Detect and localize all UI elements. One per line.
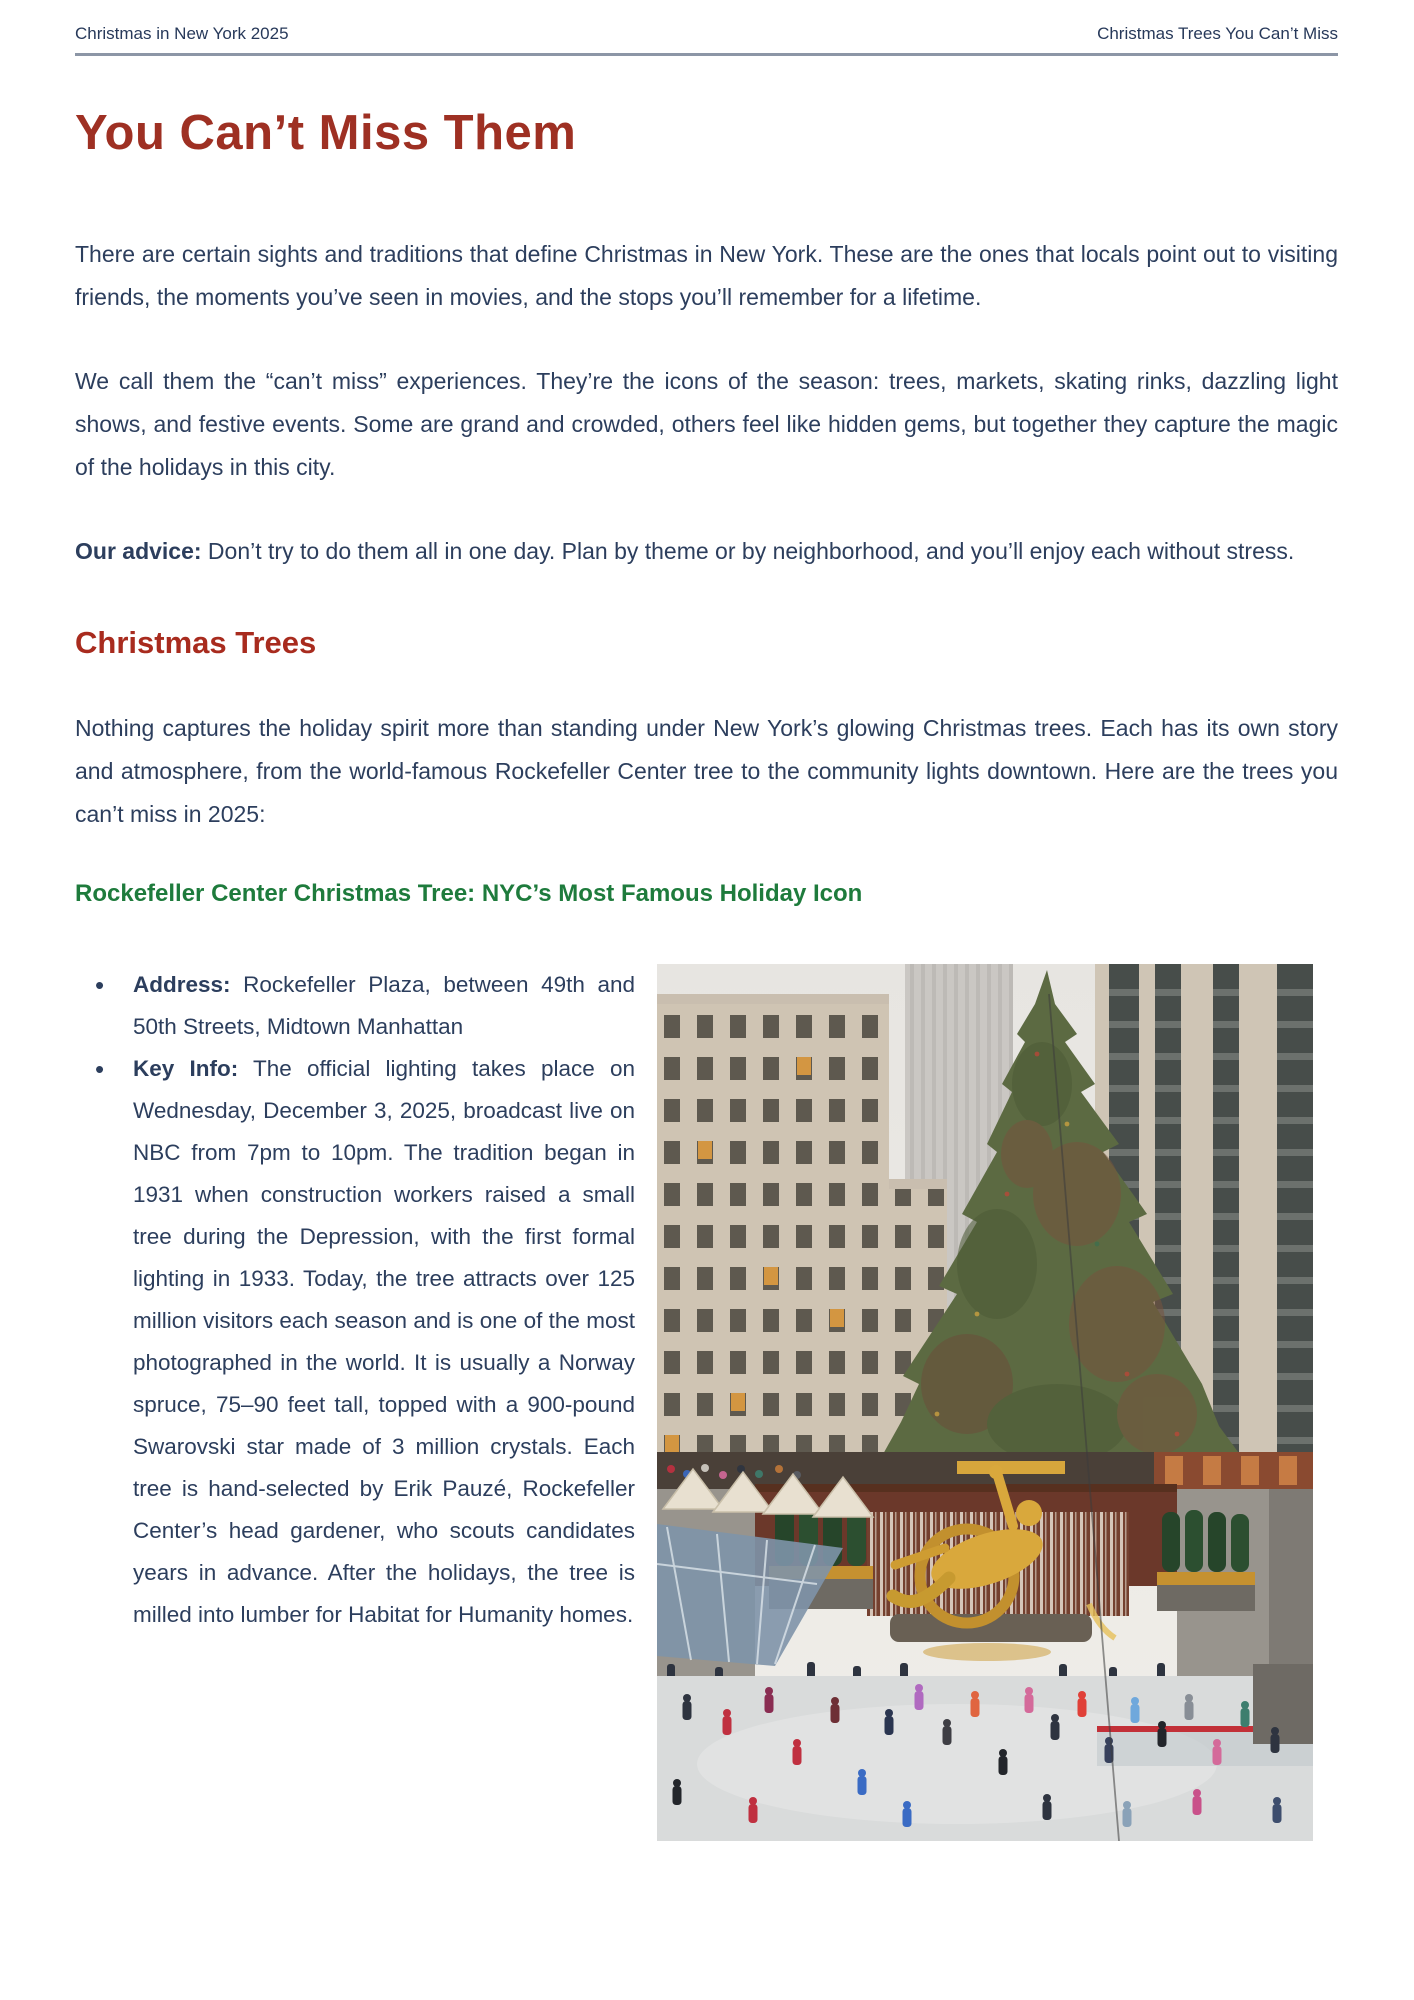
bullet-label-address: Address: [133, 971, 231, 997]
advice-text: Don’t try to do them all in one day. Plan by theme or by neighborhood, and you’ll enjoy each without stress. [201, 537, 1295, 564]
list-item-key-info [75, 1048, 635, 1636]
two-column-block [75, 964, 1338, 1841]
intro-paragraph-2: We call them the “can’t miss” experiences. They’re the icons of the season: trees, markets, skating rinks, dazzling light shows, and festive events. Some are grand and crowded, others feel like hidden gems, but together they capture the magic of the holidays in this city. [75, 367, 1338, 480]
bullet-text-address: Rockefeller Plaza, between 49th and 50th Streets, Midtown Manhattan [133, 971, 635, 1039]
header-right-text: Christmas Trees You Can’t Miss [1097, 24, 1338, 43]
intro-paragraph-1: There are certain sights and traditions that define Christmas in New York. These are the ones that locals point out to visiting friends, the moments you’ve seen in movies, and the stops you’ll remember for a lifetime. [75, 240, 1338, 310]
header-divider [75, 53, 1338, 56]
page-header [75, 24, 1338, 44]
advice-label: Our advice: [75, 537, 202, 564]
section-heading-christmas-trees: Christmas Trees [75, 624, 317, 660]
bullet-text-key-info: The official lighting takes place on Wednesday, December 3, 2025, broadcast live on NBC from 7pm to 10pm. The tradition began in 1931 when construction workers raised a small tree during the Depression, with the first formal lighting in 1933. Today, the tree attracts over 125 million visitors each season and is one of the most photographed in the world. It is usually a Norway spruce, 75–90 feet tall, topped with a 900-pound Swarovski star made of 3 million crystals. Each tree is hand-selected by Erik Pauzé, Rockefeller Center’s head gardener, who scouts candidates years in advance. After the holidays, the tree is milled into lumber for Habitat for Humanity homes. [133, 1055, 635, 1627]
header-left-text: Christmas in New York 2025 [75, 24, 289, 43]
bullet-column [75, 964, 635, 1636]
trees-intro-paragraph: Nothing captures the holiday spirit more than standing under New York’s glowing Christmas trees. Each has its own story and atmosphere, from the world-famous Rockefeller Center tree to the community lights downtown. Here are the trees you can’t miss in 2025: [75, 714, 1338, 827]
bullet-label-key-info: Key Info: [133, 1055, 239, 1081]
list-item-address [75, 964, 635, 1048]
advice-paragraph [75, 530, 1338, 573]
rockefeller-center-tree-skating-rink-photo [657, 964, 1313, 1841]
rockefeller-photo [657, 964, 1313, 1841]
page-title: You Can’t Miss Them [75, 106, 577, 160]
subheading-rockefeller-tree: Rockefeller Center Christmas Tree: NYC’s Most Famous Holiday Icon [75, 879, 863, 907]
bullet-list [75, 964, 635, 1636]
